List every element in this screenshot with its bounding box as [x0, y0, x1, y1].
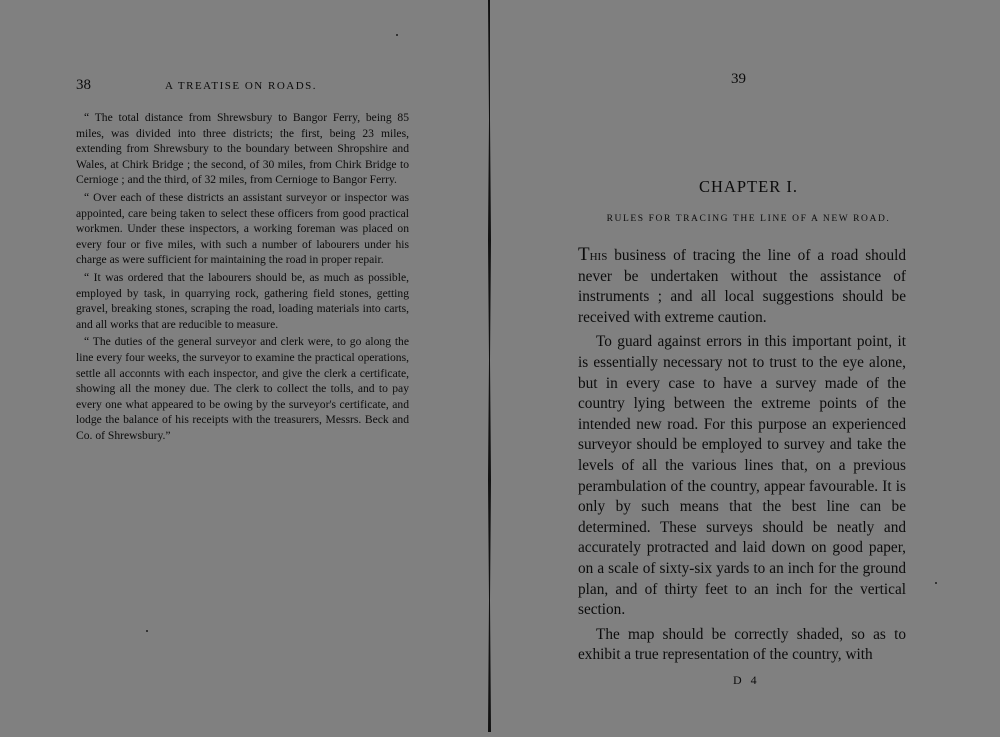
lead-small-caps: his: [589, 247, 608, 264]
left-paragraph: “ It was ordered that the labourers should be, as much as possible, employed by task, in quarrying rock, gathering field stones, getting gravel, breaking stones, scraping the road, loading materials into carts, and all works that are reducible to measure.: [76, 270, 409, 331]
chapter-heading: CHAPTER I.: [699, 177, 798, 196]
left-page: [0, 0, 480, 732]
drop-cap: T: [578, 244, 590, 265]
right-page: [500, 0, 1000, 732]
paper-speck: [935, 582, 937, 584]
left-page-number: 38: [76, 77, 91, 93]
left-page-header: [76, 77, 406, 97]
book-gutter: [484, 0, 494, 732]
left-paragraph: “ Over each of these districts an assistant surveyor or inspector was appointed, care being taken to select these officers from good practical workmen. Under these inspectors, a working foreman was placed on every four or five miles, with such a number of labourers under his charge as were sufficient for maintaining the road in proper repair.: [76, 190, 409, 267]
gutter-shadow: [484, 0, 494, 732]
left-page-body: [76, 110, 409, 445]
opening-paragraph: [578, 245, 906, 328]
right-page-number: 39: [731, 71, 746, 87]
right-paragraph: To guard against errors in this important point, it is essentially necessary not to trust to the eye alone, but in every case to have a survey made of the country lying between the extreme points of the intended new road. For this purpose an experienced surveyor should be employed to survey and take the levels of all the various lines that, on a previous perambulation of the country, appear favourable. It is only by such means that the best line can be determined. These surveys should be neatly and accurately protracted and laid down on good paper, on a scale of sixty-six yards to an inch for the ground plan, and of thirty feet to an inch for the vertical section.: [578, 333, 906, 619]
left-paragraph: “ The duties of the general surveyor and clerk were, to go along the line every four weeks, the surveyor to examine the practical operations, settle all acconnts with each inspector, and give the clerk a certificate, showing all the money due. The clerk to collect the tolls, and to pay every one what appeared to be owing by the surveyor's certificate, and lodge the balance of his receipts with the treasurers, Messrs. Beck and Co. of Shrewsbury.”: [76, 335, 409, 442]
right-paragraph: The map should be correctly shaded, so as to exhibit a true representation of the country, with: [578, 625, 906, 664]
left-paragraph: “ The total distance from Shrewsbury to Bangor Ferry, being 85 miles, was divided into three districts; the first, being 23 miles, extending from Shrewsbury to the boundary between Shropshire and Wales, at Chirk Bridge ; the second, of 30 miles, from Chirk Bridge to Cernioge ; and the third, of 32 miles, from Cernioge to Bangor Ferry.: [76, 111, 409, 187]
chapter-subtitle: RULES FOR TRACING THE LINE OF A NEW ROAD.: [606, 214, 891, 224]
running-title: A TREATISE ON ROADS.: [165, 80, 318, 92]
opening-paragraph-text: business of tracing the line of a road should never be undertaken without the assistance of instruments ; and all local suggestions should be received with extreme caution.: [578, 247, 906, 326]
paper-speck: [396, 34, 398, 36]
paper-speck: [146, 630, 148, 632]
right-page-body: [578, 245, 906, 670]
signature-mark: D 4: [733, 673, 760, 687]
